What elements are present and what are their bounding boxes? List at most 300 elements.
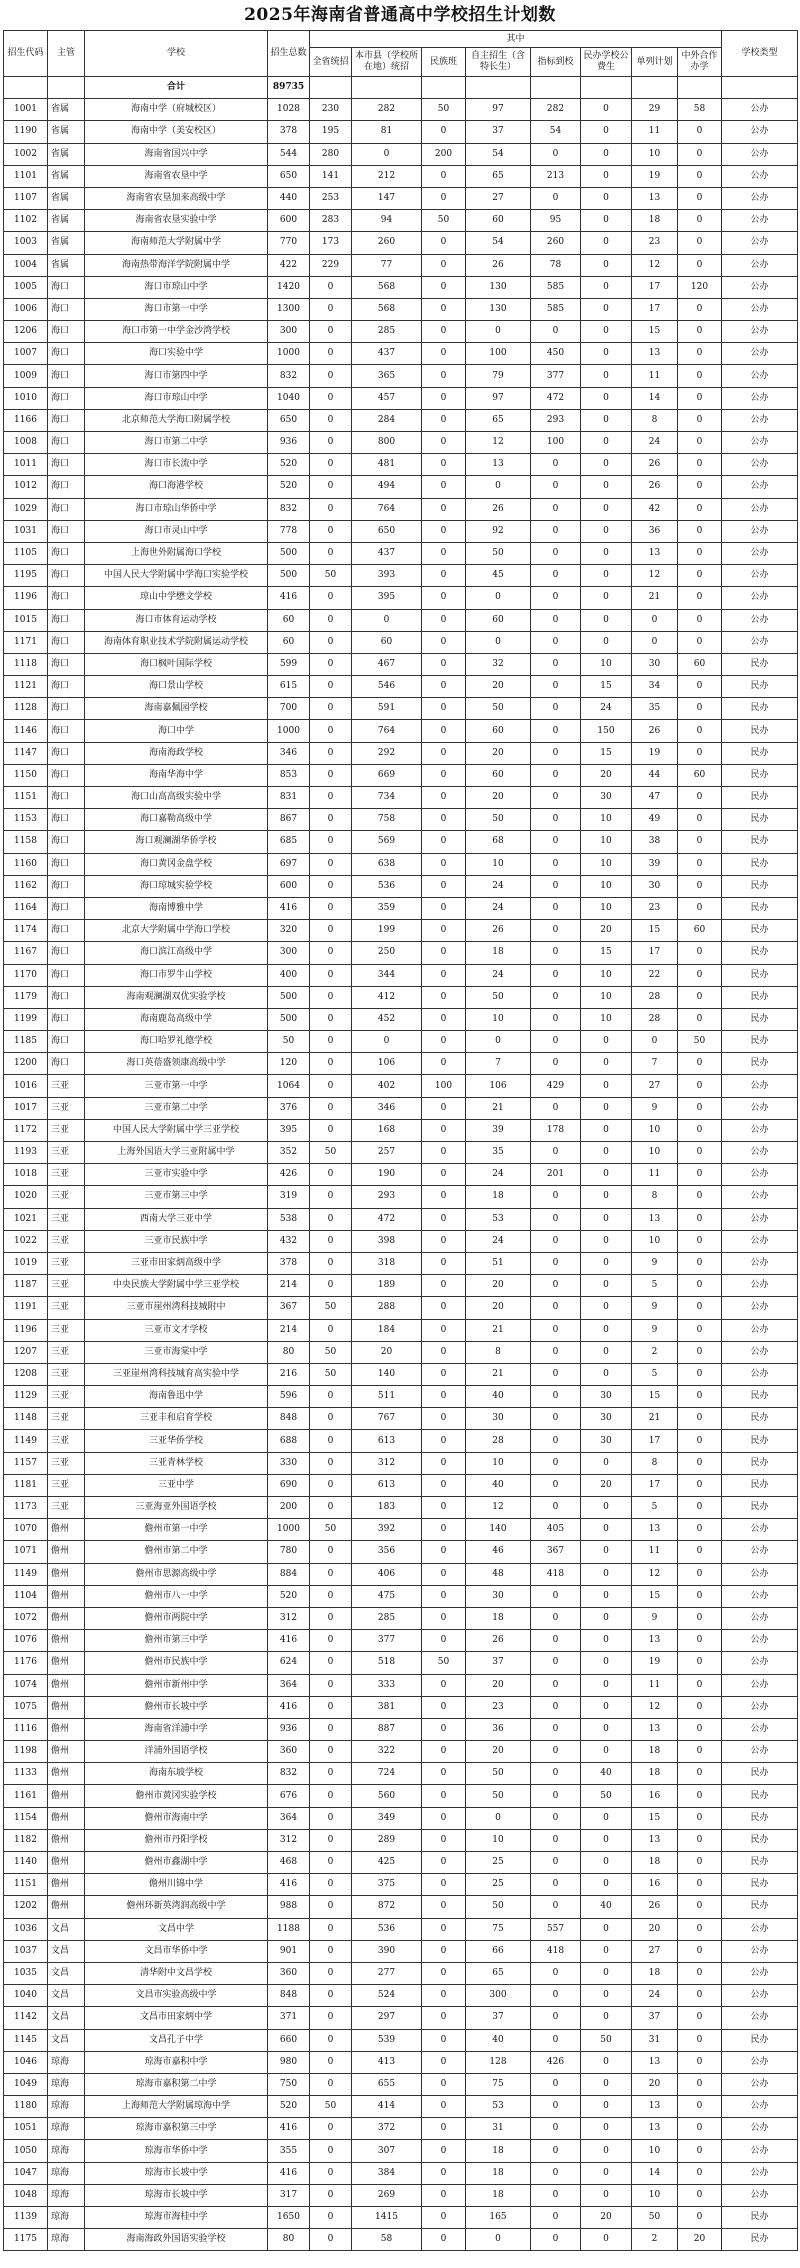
code-cell: 1166 bbox=[4, 409, 48, 431]
school-name-cell: 文昌市实验高级中学 bbox=[85, 1985, 268, 2007]
separate-plan-cell: 27 bbox=[632, 1940, 678, 1962]
private-funded-cell: 0 bbox=[581, 1252, 632, 1274]
allocation-cell: 0 bbox=[531, 1430, 581, 1452]
school-type-cell: 公办 bbox=[722, 1630, 798, 1652]
allocation-cell: 0 bbox=[531, 2073, 581, 2095]
joint-program-cell: 0 bbox=[678, 1008, 722, 1030]
school-name-cell: 三亚市海棠中学 bbox=[85, 1341, 268, 1363]
ethnic-class-cell: 0 bbox=[422, 1718, 466, 1740]
code-cell: 1074 bbox=[4, 1674, 48, 1696]
allocation-cell: 0 bbox=[531, 986, 581, 1008]
separate-plan-cell: 9 bbox=[632, 1607, 678, 1629]
authority-cell: 海口 bbox=[48, 454, 85, 476]
allocation-cell: 426 bbox=[531, 2051, 581, 2073]
allocation-cell: 0 bbox=[531, 676, 581, 698]
school-type-cell: 公办 bbox=[722, 498, 798, 520]
separate-plan-cell: 12 bbox=[632, 1696, 678, 1718]
code-cell: 1185 bbox=[4, 1031, 48, 1053]
table-row bbox=[4, 787, 798, 809]
self-enroll-cell: 0 bbox=[466, 1031, 531, 1053]
separate-plan-cell: 35 bbox=[632, 698, 678, 720]
allocation-cell: 0 bbox=[531, 942, 581, 964]
school-type-cell: 民办 bbox=[722, 1008, 798, 1030]
province-quota-cell: 0 bbox=[310, 343, 352, 365]
local-quota-cell: 140 bbox=[352, 1363, 422, 1385]
separate-plan-cell: 28 bbox=[632, 986, 678, 1008]
school-name-cell: 海南省农垦实验中学 bbox=[85, 210, 268, 232]
local-quota-cell: 184 bbox=[352, 1319, 422, 1341]
school-name-cell: 海口市体育运动学校 bbox=[85, 609, 268, 631]
code-cell: 1070 bbox=[4, 1519, 48, 1541]
joint-program-cell: 0 bbox=[678, 1097, 722, 1119]
allocation-cell: 472 bbox=[531, 387, 581, 409]
total-cell: 615 bbox=[268, 676, 310, 698]
local-quota-cell: 60 bbox=[352, 631, 422, 653]
private-funded-cell: 0 bbox=[581, 2073, 632, 2095]
school-type-cell: 公办 bbox=[722, 1097, 798, 1119]
local-quota-cell: 250 bbox=[352, 942, 422, 964]
authority-cell: 海口 bbox=[48, 676, 85, 698]
province-quota-cell: 0 bbox=[310, 809, 352, 831]
allocation-cell: 0 bbox=[531, 853, 581, 875]
local-quota-cell: 333 bbox=[352, 1674, 422, 1696]
allocation-cell: 201 bbox=[531, 1164, 581, 1186]
total-cell: 214 bbox=[268, 1275, 310, 1297]
joint-program-cell: 0 bbox=[678, 2207, 722, 2229]
local-quota-cell: 800 bbox=[352, 432, 422, 454]
self-enroll-cell: 31 bbox=[466, 2118, 531, 2140]
table-cell bbox=[310, 77, 352, 99]
code-cell: 1017 bbox=[4, 1097, 48, 1119]
private-funded-cell: 0 bbox=[581, 1297, 632, 1319]
table-row bbox=[4, 276, 798, 298]
province-quota-cell: 0 bbox=[310, 831, 352, 853]
self-enroll-cell: 10 bbox=[466, 853, 531, 875]
allocation-cell: 0 bbox=[531, 1319, 581, 1341]
code-cell: 1182 bbox=[4, 1829, 48, 1851]
separate-plan-cell: 12 bbox=[632, 254, 678, 276]
code-cell: 1116 bbox=[4, 1718, 48, 1740]
province-quota-cell: 0 bbox=[310, 1119, 352, 1141]
allocation-cell: 0 bbox=[531, 1474, 581, 1496]
allocation-cell: 0 bbox=[531, 1031, 581, 1053]
total-cell: 884 bbox=[268, 1563, 310, 1585]
code-cell: 1139 bbox=[4, 2207, 48, 2229]
joint-program-cell: 0 bbox=[678, 942, 722, 964]
private-funded-cell: 30 bbox=[581, 787, 632, 809]
authority-cell: 海口 bbox=[48, 742, 85, 764]
school-name-cell: 三亚市文才学校 bbox=[85, 1319, 268, 1341]
ethnic-class-cell: 0 bbox=[422, 343, 466, 365]
joint-program-cell: 0 bbox=[678, 897, 722, 919]
self-enroll-cell: 50 bbox=[466, 1785, 531, 1807]
total-cell: 216 bbox=[268, 1363, 310, 1385]
ethnic-class-cell: 0 bbox=[422, 1674, 466, 1696]
ethnic-class-cell: 0 bbox=[422, 387, 466, 409]
table-row bbox=[4, 942, 798, 964]
authority-cell: 文昌 bbox=[48, 1940, 85, 1962]
self-enroll-cell: 32 bbox=[466, 653, 531, 675]
authority-cell: 儋州 bbox=[48, 1630, 85, 1652]
school-type-cell: 公办 bbox=[722, 99, 798, 121]
table-row bbox=[4, 631, 798, 653]
code-cell: 1020 bbox=[4, 1186, 48, 1208]
school-type-cell: 民办 bbox=[722, 1386, 798, 1408]
school-name-cell: 西南大学三亚中学 bbox=[85, 1208, 268, 1230]
province-quota-cell: 173 bbox=[310, 232, 352, 254]
local-quota-cell: 212 bbox=[352, 165, 422, 187]
self-enroll-cell: 40 bbox=[466, 1386, 531, 1408]
allocation-cell: 0 bbox=[531, 2140, 581, 2162]
allocation-cell: 0 bbox=[531, 321, 581, 343]
allocation-cell: 0 bbox=[531, 2207, 581, 2229]
province-quota-cell: 50 bbox=[310, 1297, 352, 1319]
authority-cell: 省属 bbox=[48, 210, 85, 232]
self-enroll-cell: 24 bbox=[466, 897, 531, 919]
private-funded-cell: 0 bbox=[581, 1674, 632, 1696]
code-cell: 1129 bbox=[4, 1386, 48, 1408]
joint-program-cell: 0 bbox=[678, 587, 722, 609]
allocation-cell: 418 bbox=[531, 1563, 581, 1585]
school-type-cell: 公办 bbox=[722, 143, 798, 165]
code-cell: 1196 bbox=[4, 1319, 48, 1341]
code-cell: 1002 bbox=[4, 143, 48, 165]
authority-cell: 省属 bbox=[48, 187, 85, 209]
joint-program-cell: 0 bbox=[678, 698, 722, 720]
ethnic-class-cell: 0 bbox=[422, 1807, 466, 1829]
header-self-enroll: 自主招生（含特长生） bbox=[466, 48, 531, 77]
allocation-cell: 0 bbox=[531, 1896, 581, 1918]
local-quota-cell: 425 bbox=[352, 1852, 422, 1874]
separate-plan-cell: 17 bbox=[632, 1430, 678, 1452]
code-cell: 1153 bbox=[4, 809, 48, 831]
ethnic-class-cell: 0 bbox=[422, 2140, 466, 2162]
authority-cell: 三亚 bbox=[48, 1097, 85, 1119]
code-cell: 1208 bbox=[4, 1363, 48, 1385]
school-type-cell: 公办 bbox=[722, 1186, 798, 1208]
table-row bbox=[4, 809, 798, 831]
table-row bbox=[4, 1607, 798, 1629]
header-ethnic-class: 民族班 bbox=[422, 48, 466, 77]
province-quota-cell: 0 bbox=[310, 1763, 352, 1785]
self-enroll-cell: 37 bbox=[466, 121, 531, 143]
allocation-cell: 0 bbox=[531, 187, 581, 209]
table-row bbox=[4, 1985, 798, 2007]
code-cell: 1046 bbox=[4, 2051, 48, 2073]
authority-cell: 海口 bbox=[48, 609, 85, 631]
school-type-cell: 公办 bbox=[722, 2184, 798, 2206]
joint-program-cell: 0 bbox=[678, 343, 722, 365]
total-cell: 676 bbox=[268, 1785, 310, 1807]
total-cell: 395 bbox=[268, 1119, 310, 1141]
code-cell: 1195 bbox=[4, 565, 48, 587]
separate-plan-cell: 13 bbox=[632, 542, 678, 564]
table-cell bbox=[632, 77, 678, 99]
separate-plan-cell: 0 bbox=[632, 631, 678, 653]
joint-program-cell: 0 bbox=[678, 409, 722, 431]
table-row bbox=[4, 343, 798, 365]
ethnic-class-cell: 0 bbox=[422, 1741, 466, 1763]
province-quota-cell: 0 bbox=[310, 2140, 352, 2162]
authority-cell: 三亚 bbox=[48, 1142, 85, 1164]
self-enroll-cell: 23 bbox=[466, 1696, 531, 1718]
total-cell: 599 bbox=[268, 653, 310, 675]
table-row bbox=[4, 165, 798, 187]
private-funded-cell: 0 bbox=[581, 565, 632, 587]
separate-plan-cell: 13 bbox=[632, 343, 678, 365]
private-funded-cell: 0 bbox=[581, 254, 632, 276]
private-funded-cell: 20 bbox=[581, 1474, 632, 1496]
authority-cell: 海口 bbox=[48, 476, 85, 498]
private-funded-cell: 0 bbox=[581, 276, 632, 298]
self-enroll-cell: 20 bbox=[466, 787, 531, 809]
ethnic-class-cell: 0 bbox=[422, 853, 466, 875]
local-quota-cell: 568 bbox=[352, 276, 422, 298]
local-quota-cell: 20 bbox=[352, 1341, 422, 1363]
private-funded-cell: 0 bbox=[581, 1341, 632, 1363]
school-name-cell: 海南海政外国语实验学校 bbox=[85, 2229, 268, 2251]
code-cell: 1175 bbox=[4, 2229, 48, 2251]
ethnic-class-cell: 0 bbox=[422, 454, 466, 476]
header-code: 招生代码 bbox=[4, 31, 48, 77]
table-row bbox=[4, 254, 798, 276]
school-name-cell: 琼海市长坡中学 bbox=[85, 2184, 268, 2206]
self-enroll-cell: 25 bbox=[466, 1852, 531, 1874]
school-type-cell: 公办 bbox=[722, 254, 798, 276]
total-cell: 685 bbox=[268, 831, 310, 853]
total-cell: 416 bbox=[268, 1630, 310, 1652]
total-cell: 500 bbox=[268, 542, 310, 564]
authority-cell: 三亚 bbox=[48, 1186, 85, 1208]
authority-cell: 省属 bbox=[48, 143, 85, 165]
separate-plan-cell: 24 bbox=[632, 432, 678, 454]
province-quota-cell: 0 bbox=[310, 1031, 352, 1053]
allocation-cell: 418 bbox=[531, 1940, 581, 1962]
authority-cell: 三亚 bbox=[48, 1164, 85, 1186]
school-name-cell: 海南华海中学 bbox=[85, 764, 268, 786]
ethnic-class-cell: 0 bbox=[422, 365, 466, 387]
local-quota-cell: 289 bbox=[352, 1829, 422, 1851]
allocation-cell: 0 bbox=[531, 875, 581, 897]
total-cell: 1040 bbox=[268, 387, 310, 409]
total-cell: 468 bbox=[268, 1852, 310, 1874]
ethnic-class-cell: 0 bbox=[422, 1408, 466, 1430]
ethnic-class-cell: 0 bbox=[422, 1008, 466, 1030]
local-quota-cell: 669 bbox=[352, 764, 422, 786]
table-row bbox=[4, 2051, 798, 2073]
province-quota-cell: 0 bbox=[310, 1186, 352, 1208]
school-name-cell: 三亚市第三中学 bbox=[85, 1186, 268, 1208]
separate-plan-cell: 14 bbox=[632, 387, 678, 409]
private-funded-cell: 0 bbox=[581, 1985, 632, 2007]
province-quota-cell: 0 bbox=[310, 432, 352, 454]
school-name-cell: 琼山中学懋文学校 bbox=[85, 587, 268, 609]
ethnic-class-cell: 0 bbox=[422, 2096, 466, 2118]
province-quota-cell: 0 bbox=[310, 1852, 352, 1874]
code-cell: 1015 bbox=[4, 609, 48, 631]
joint-program-cell: 0 bbox=[678, 720, 722, 742]
school-type-cell: 民办 bbox=[722, 920, 798, 942]
private-funded-cell: 10 bbox=[581, 809, 632, 831]
self-enroll-cell: 20 bbox=[466, 1297, 531, 1319]
allocation-cell: 0 bbox=[531, 653, 581, 675]
allocation-cell: 0 bbox=[531, 498, 581, 520]
allocation-cell: 54 bbox=[531, 121, 581, 143]
separate-plan-cell: 13 bbox=[632, 2118, 678, 2140]
ethnic-class-cell: 0 bbox=[422, 1319, 466, 1341]
school-type-cell: 民办 bbox=[722, 676, 798, 698]
private-funded-cell: 0 bbox=[581, 99, 632, 121]
code-cell: 1193 bbox=[4, 1142, 48, 1164]
joint-program-cell: 0 bbox=[678, 387, 722, 409]
separate-plan-cell: 11 bbox=[632, 1541, 678, 1563]
school-name-cell: 儋州市民族中学 bbox=[85, 1652, 268, 1674]
ethnic-class-cell: 50 bbox=[422, 1652, 466, 1674]
school-type-cell: 民办 bbox=[722, 2207, 798, 2229]
code-cell: 1200 bbox=[4, 1053, 48, 1075]
authority-cell: 海口 bbox=[48, 631, 85, 653]
local-quota-cell: 277 bbox=[352, 1962, 422, 1984]
local-quota-cell: 494 bbox=[352, 476, 422, 498]
separate-plan-cell: 44 bbox=[632, 764, 678, 786]
separate-plan-cell: 10 bbox=[632, 1119, 678, 1141]
ethnic-class-cell: 0 bbox=[422, 1696, 466, 1718]
code-cell: 1149 bbox=[4, 1563, 48, 1585]
ethnic-class-cell: 0 bbox=[422, 2207, 466, 2229]
private-funded-cell: 0 bbox=[581, 2184, 632, 2206]
authority-cell: 海口 bbox=[48, 1008, 85, 1030]
separate-plan-cell: 38 bbox=[632, 831, 678, 853]
total-cell: 80 bbox=[268, 2229, 310, 2251]
local-quota-cell: 81 bbox=[352, 121, 422, 143]
school-type-cell: 公办 bbox=[722, 1297, 798, 1319]
local-quota-cell: 0 bbox=[352, 1031, 422, 1053]
school-type-cell: 公办 bbox=[722, 210, 798, 232]
table-row bbox=[4, 232, 798, 254]
table-row bbox=[4, 2073, 798, 2095]
self-enroll-cell: 20 bbox=[466, 1275, 531, 1297]
authority-cell: 海口 bbox=[48, 720, 85, 742]
school-name-cell: 儋州市八一中学 bbox=[85, 1585, 268, 1607]
private-funded-cell: 10 bbox=[581, 986, 632, 1008]
self-enroll-cell: 45 bbox=[466, 565, 531, 587]
school-name-cell: 海南中学（美安校区） bbox=[85, 121, 268, 143]
private-funded-cell: 0 bbox=[581, 1918, 632, 1940]
allocation-cell: 0 bbox=[531, 920, 581, 942]
province-quota-cell: 0 bbox=[310, 1408, 352, 1430]
joint-program-cell: 0 bbox=[678, 964, 722, 986]
total-cell: 440 bbox=[268, 187, 310, 209]
separate-plan-cell: 30 bbox=[632, 875, 678, 897]
total-cell: 650 bbox=[268, 165, 310, 187]
code-cell: 1128 bbox=[4, 698, 48, 720]
total-cell: 936 bbox=[268, 432, 310, 454]
school-type-cell: 公办 bbox=[722, 542, 798, 564]
allocation-cell: 0 bbox=[531, 1807, 581, 1829]
local-quota-cell: 758 bbox=[352, 809, 422, 831]
private-funded-cell: 0 bbox=[581, 121, 632, 143]
local-quota-cell: 539 bbox=[352, 2029, 422, 2051]
province-quota-cell: 280 bbox=[310, 143, 352, 165]
province-quota-cell: 0 bbox=[310, 1252, 352, 1274]
province-quota-cell: 0 bbox=[310, 676, 352, 698]
table-row bbox=[4, 2118, 798, 2140]
separate-plan-cell: 15 bbox=[632, 1386, 678, 1408]
table-row bbox=[4, 1319, 798, 1341]
header-separate-plan: 单列计划 bbox=[632, 48, 678, 77]
joint-program-cell: 0 bbox=[678, 676, 722, 698]
total-cell: 750 bbox=[268, 2073, 310, 2095]
joint-program-cell: 0 bbox=[678, 1741, 722, 1763]
self-enroll-cell: 20 bbox=[466, 742, 531, 764]
school-name-cell: 海南嘉佩园学校 bbox=[85, 698, 268, 720]
code-cell: 1005 bbox=[4, 276, 48, 298]
total-cell: 426 bbox=[268, 1164, 310, 1186]
private-funded-cell: 0 bbox=[581, 1053, 632, 1075]
allocation-cell: 0 bbox=[531, 1497, 581, 1519]
school-name-cell: 三亚市第一中学 bbox=[85, 1075, 268, 1097]
separate-plan-cell: 5 bbox=[632, 1497, 678, 1519]
table-row bbox=[4, 2007, 798, 2029]
school-name-cell: 琼海市海桂中学 bbox=[85, 2207, 268, 2229]
table-row bbox=[4, 1630, 798, 1652]
private-funded-cell: 0 bbox=[581, 1497, 632, 1519]
table-row bbox=[4, 1829, 798, 1851]
separate-plan-cell: 26 bbox=[632, 454, 678, 476]
province-quota-cell: 0 bbox=[310, 409, 352, 431]
private-funded-cell: 0 bbox=[581, 1940, 632, 1962]
table-row bbox=[4, 698, 798, 720]
self-enroll-cell: 50 bbox=[466, 986, 531, 1008]
province-quota-cell: 50 bbox=[310, 565, 352, 587]
code-cell: 1145 bbox=[4, 2029, 48, 2051]
private-funded-cell: 20 bbox=[581, 2207, 632, 2229]
province-quota-cell: 283 bbox=[310, 210, 352, 232]
school-name-cell: 上海师范大学附属琼海中学 bbox=[85, 2096, 268, 2118]
ethnic-class-cell: 0 bbox=[422, 2118, 466, 2140]
ethnic-class-cell: 0 bbox=[422, 1607, 466, 1629]
ethnic-class-cell: 0 bbox=[422, 831, 466, 853]
private-funded-cell: 10 bbox=[581, 897, 632, 919]
code-cell: 1199 bbox=[4, 1008, 48, 1030]
local-quota-cell: 734 bbox=[352, 787, 422, 809]
local-quota-cell: 472 bbox=[352, 1208, 422, 1230]
table-row bbox=[4, 1474, 798, 1496]
table-cell bbox=[466, 77, 531, 99]
code-cell: 1011 bbox=[4, 454, 48, 476]
separate-plan-cell: 26 bbox=[632, 1896, 678, 1918]
school-name-cell: 海口市琼山中学 bbox=[85, 276, 268, 298]
private-funded-cell: 0 bbox=[581, 1874, 632, 1896]
school-type-cell: 公办 bbox=[722, 2073, 798, 2095]
table-row bbox=[4, 498, 798, 520]
school-type-cell: 公办 bbox=[722, 1252, 798, 1274]
joint-program-cell: 0 bbox=[678, 986, 722, 1008]
self-enroll-cell: 27 bbox=[466, 187, 531, 209]
province-quota-cell: 0 bbox=[310, 609, 352, 631]
separate-plan-cell: 23 bbox=[632, 897, 678, 919]
ethnic-class-cell: 50 bbox=[422, 99, 466, 121]
province-quota-cell: 0 bbox=[310, 1053, 352, 1075]
allocation-cell: 0 bbox=[531, 2118, 581, 2140]
table-row bbox=[4, 831, 798, 853]
authority-cell: 海口 bbox=[48, 897, 85, 919]
province-quota-cell: 0 bbox=[310, 2184, 352, 2206]
private-funded-cell: 15 bbox=[581, 676, 632, 698]
separate-plan-cell: 42 bbox=[632, 498, 678, 520]
authority-cell: 省属 bbox=[48, 165, 85, 187]
authority-cell: 三亚 bbox=[48, 1497, 85, 1519]
